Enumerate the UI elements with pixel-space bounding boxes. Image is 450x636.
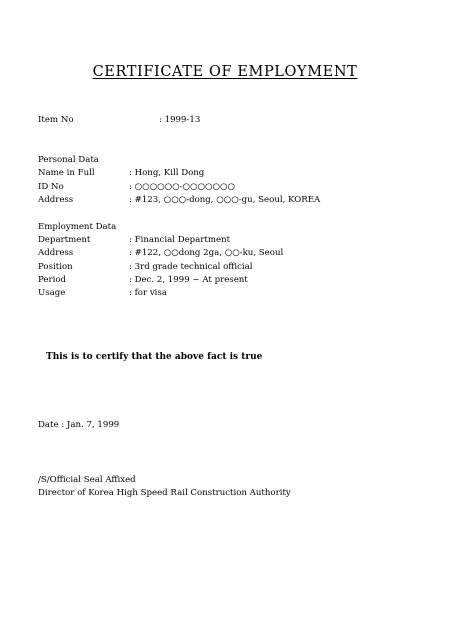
position-value: : 3rd grade technical official <box>129 262 253 272</box>
personal-address-value: : #123, ○○○-dong, ○○○-gu, Seoul, KOREA <box>129 195 321 205</box>
employment-data-heading: Employment Data <box>38 222 117 232</box>
employment-address-value: : #122, ○○dong 2ga, ○○-ku, Seoul <box>129 248 284 258</box>
department-value: : Financial Department <box>129 235 231 245</box>
usage-label: Usage <box>38 288 66 298</box>
usage-value: : for visa <box>129 288 167 298</box>
department-label: Department <box>38 235 91 245</box>
personal-address-label: Address <box>38 195 74 205</box>
item-no-label: Item No <box>38 115 74 125</box>
id-no-label: ID No <box>38 182 64 192</box>
employment-address-label: Address <box>38 248 74 258</box>
certify-statement: This is to certify that the above fact is true <box>46 352 263 362</box>
certificate-title: CERTIFICATE OF EMPLOYMENT <box>92 64 358 80</box>
id-no-value: : ○○○○○○-○○○○○○○ <box>129 182 236 192</box>
name-label: Name in Full <box>38 168 95 178</box>
seal-note: /S/Official Seal Affixed <box>38 475 136 485</box>
position-label: Position <box>38 262 73 272</box>
signatory-title: Director of Korea High Speed Rail Construction Authority <box>38 488 291 498</box>
issue-date: Date : Jan. 7, 1999 <box>38 420 120 430</box>
personal-data-heading: Personal Data <box>38 155 99 165</box>
item-no-value: : 1999-13 <box>159 115 201 125</box>
period-label: Period <box>38 275 67 285</box>
period-value: : Dec. 2, 1999 ~ At present <box>129 275 248 285</box>
name-value: : Hong, Kill Dong <box>129 168 205 178</box>
